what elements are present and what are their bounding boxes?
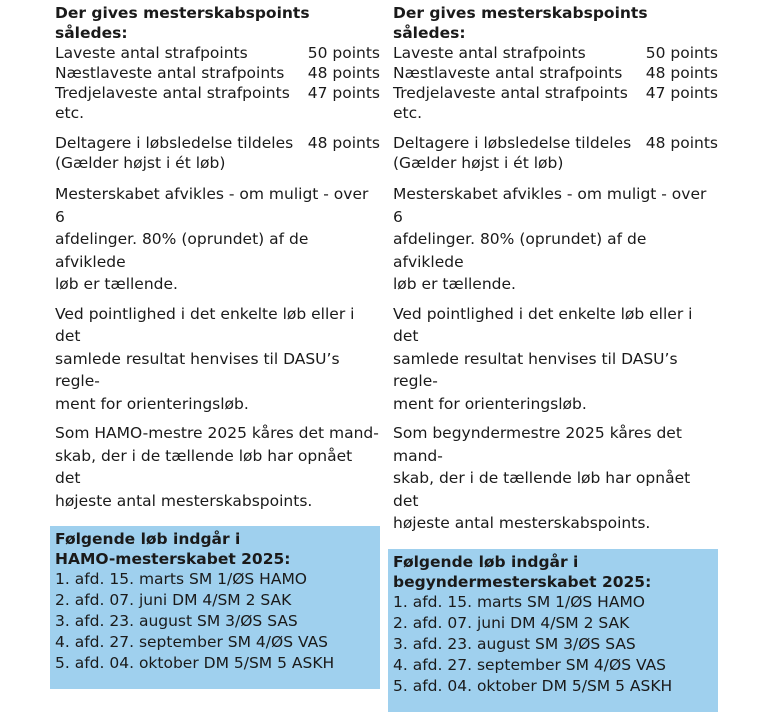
- race-item: 4. afd. 27. september SM 4/ØS VAS: [55, 633, 329, 651]
- right-column: [393, 0, 718, 712]
- paragraph-rounds: [393, 183, 718, 296]
- race-item: 4. afd. 27. september SM 4/ØS VAS: [393, 655, 667, 674]
- races-box: [50, 526, 380, 689]
- points-row: [55, 63, 380, 83]
- leader-row: [393, 133, 718, 153]
- paragraph-line: ment for orienteringsløb.: [393, 394, 587, 413]
- paragraph-line: løb er tællende.: [393, 275, 516, 293]
- leader-note: (Gælder højst i ét løb): [393, 154, 564, 172]
- points-row-value: 50 points: [307, 44, 380, 62]
- paragraph-line: højeste antal mesterskabspoints.: [393, 514, 651, 532]
- points-row-label: Laveste antal strafpoints: [393, 44, 586, 62]
- etc-text: etc.: [393, 104, 423, 122]
- races-box-title: HAMO-mesterskabet 2025:: [55, 550, 291, 568]
- race-item: 5. afd. 04. oktober DM 5/SM 5 ASKH: [393, 676, 673, 695]
- points-row-value: 48 points: [645, 64, 718, 82]
- paragraph-champions: [55, 422, 380, 512]
- paragraph-line: Mesterskabet afvikles - om muligt - over 6: [55, 185, 369, 226]
- paragraph-line: afdelinger. 80% (oprundet) af de afviklede: [55, 230, 309, 271]
- points-row: [55, 83, 380, 103]
- leader-value: 48 points: [307, 134, 380, 152]
- race-item: 2. afd. 07. juni DM 4/SM 2 SAK: [393, 613, 630, 632]
- race-item: 3. afd. 23. august SM 3/ØS SAS: [393, 634, 636, 653]
- races-box-title: Følgende løb indgår i: [393, 552, 579, 571]
- races-box: [388, 549, 718, 712]
- paragraph-line: Som HAMO-mestre 2025 kåres det mand-: [55, 424, 379, 442]
- points-row-value: 50 points: [645, 44, 718, 62]
- paragraph-line: samlede resultat henvises til DASU’s regle-: [393, 349, 678, 390]
- race-item: 5. afd. 04. oktober DM 5/SM 5 ASKH: [55, 654, 335, 672]
- points-row-label: Tredjelaveste antal strafpoints: [55, 84, 290, 102]
- paragraph-champions: [393, 422, 718, 535]
- race-item: 1. afd. 15. marts SM 1/ØS HAMO: [393, 592, 646, 611]
- points-row-label: Næstlaveste antal strafpoints: [393, 64, 623, 82]
- paragraph-line: Mesterskabet afvikles - om muligt - over 6: [393, 185, 707, 226]
- etc-text: etc.: [55, 104, 85, 122]
- paragraph-rounds: [55, 183, 380, 296]
- races-box-title: begyndermesterskabet 2025:: [393, 572, 652, 591]
- paragraph-tie: [393, 303, 718, 416]
- race-item: 2. afd. 07. juni DM 4/SM 2 SAK: [55, 591, 292, 609]
- race-item: 1. afd. 15. marts SM 1/ØS HAMO: [55, 570, 308, 588]
- paragraph-line: højeste antal mesterskabspoints.: [55, 491, 313, 510]
- paragraph-line: Ved pointlighed i det enkelte løb eller i det: [55, 304, 355, 345]
- points-row-label: Tredjelaveste antal strafpoints: [393, 84, 628, 102]
- paragraph-line: Som begyndermestre 2025 kåres det mand-: [393, 424, 682, 465]
- points-row: [393, 83, 718, 103]
- points-row: [393, 43, 718, 63]
- points-row-label: Laveste antal strafpoints: [55, 44, 248, 62]
- paragraph-line: skab, der i de tællende løb har opnået det: [55, 446, 353, 487]
- points-row-value: 48 points: [307, 64, 380, 82]
- points-heading: Der gives mesterskabspoints således:: [393, 4, 648, 42]
- paragraph-line: skab, der i de tællende løb har opnået det: [393, 469, 691, 510]
- races-box-title: Følgende løb indgår i: [55, 530, 241, 548]
- paragraph-line: samlede resultat henvises til DASU’s regle-: [55, 349, 340, 390]
- points-row-value: 47 points: [645, 84, 718, 102]
- paragraph-tie: [55, 303, 380, 416]
- points-row: [393, 63, 718, 83]
- points-row-value: 47 points: [307, 84, 380, 102]
- leader-value: 48 points: [645, 134, 718, 152]
- left-column: [55, 0, 380, 689]
- leader-row: [55, 133, 380, 153]
- paragraph-line: løb er tællende.: [55, 275, 178, 293]
- leader-note: (Gælder højst i ét løb): [55, 154, 226, 172]
- points-heading: Der gives mesterskabspoints således:: [55, 4, 310, 42]
- points-row: [55, 43, 380, 63]
- points-row-label: Næstlaveste antal strafpoints: [55, 64, 285, 82]
- leader-label: Deltagere i løbsledelse tildeles: [55, 134, 294, 152]
- race-item: 3. afd. 23. august SM 3/ØS SAS: [55, 612, 298, 630]
- paragraph-line: ment for orienteringsløb.: [55, 394, 249, 413]
- paragraph-line: Ved pointlighed i det enkelte løb eller i det: [393, 304, 693, 345]
- leader-label: Deltagere i løbsledelse tildeles: [393, 134, 632, 152]
- paragraph-line: afdelinger. 80% (oprundet) af de afviklede: [393, 230, 647, 271]
